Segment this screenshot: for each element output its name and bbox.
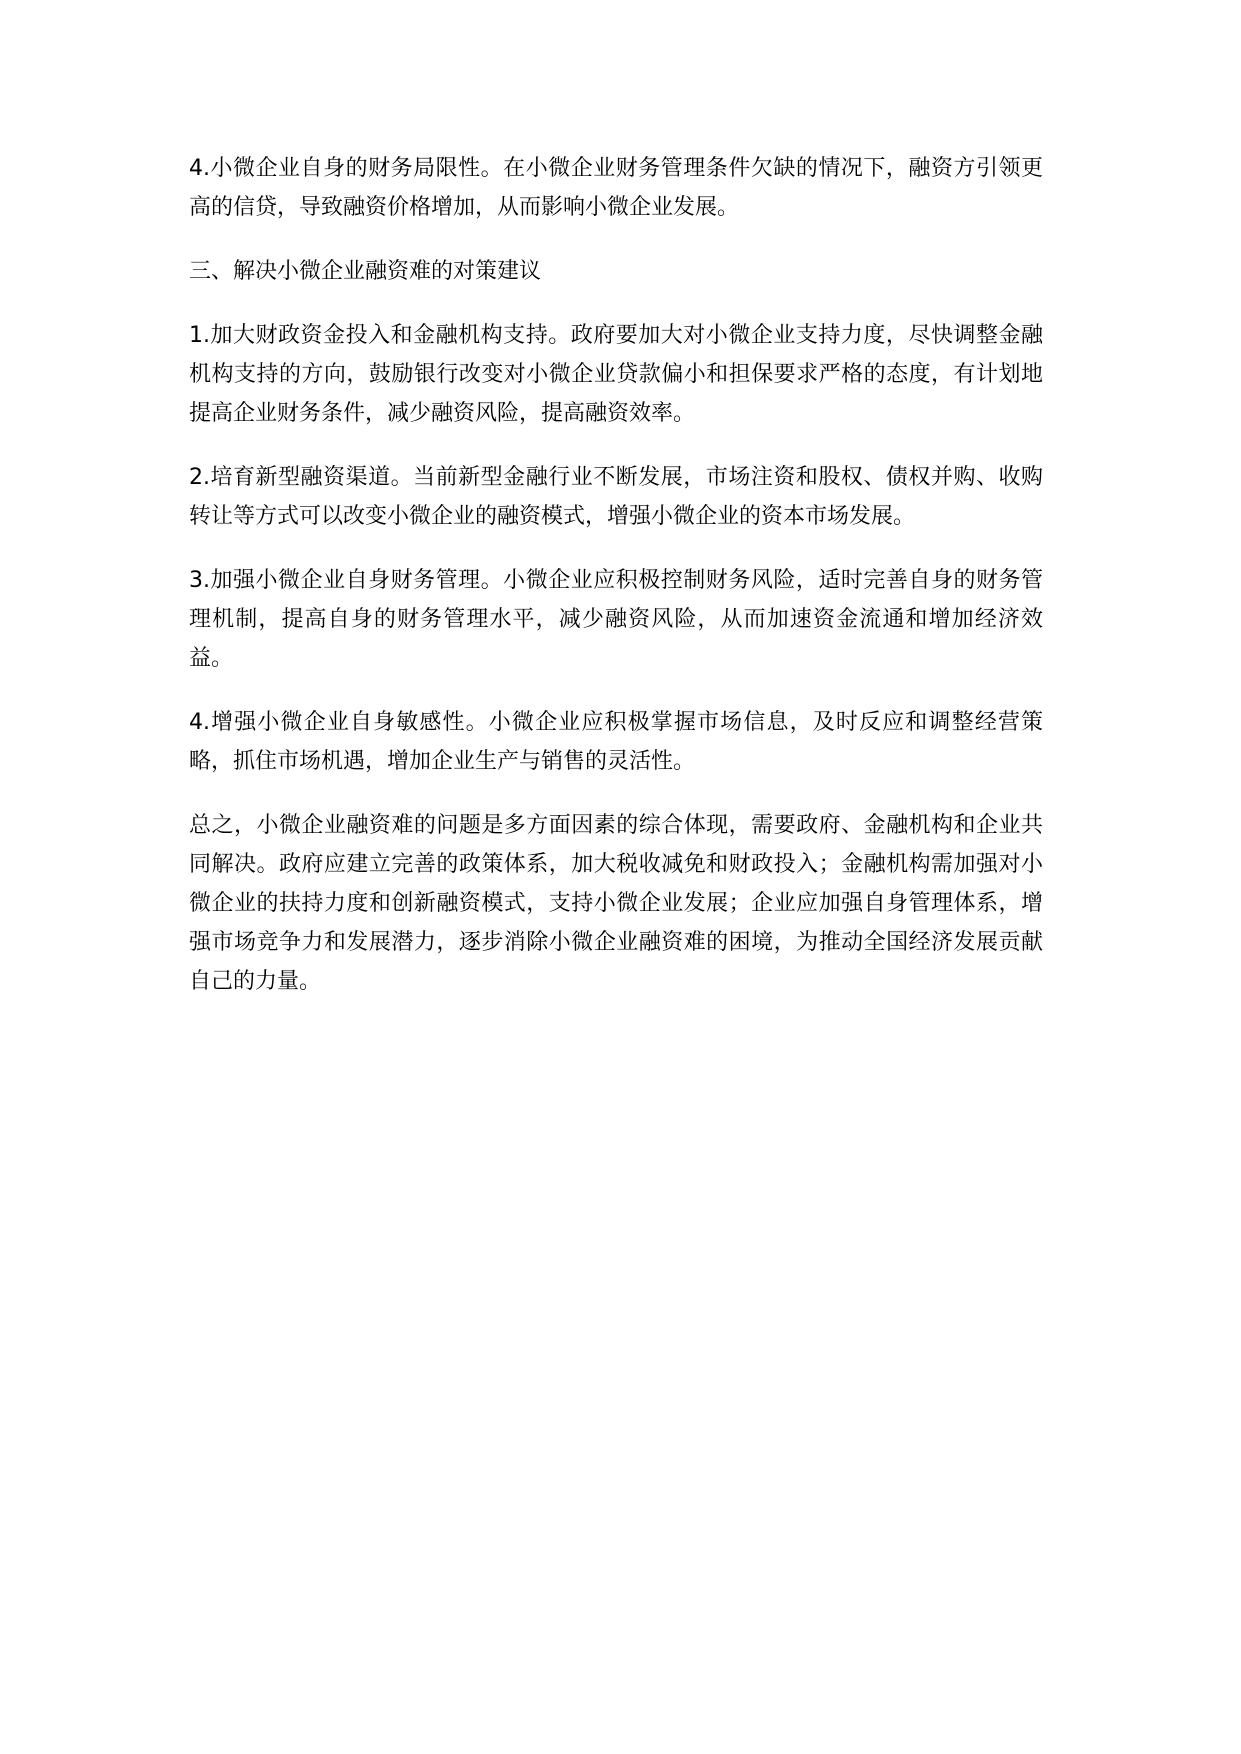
document-page xyxy=(189,149,1043,1026)
paragraph-new-channels: 2.培育新型融资渠道。当前新型金融行业不断发展，市场注资和股权、债权并购、收购转让等方式可以改变小微企业的融资模式，增强小微企业的资本市场发展。 xyxy=(189,465,1043,529)
paragraph-financial-management: 3.加强小微企业自身财务管理。小微企业应积极控制财务风险，适时完善自身的财务管理机制，提高自身的财务管理水平，减少融资风险，从而加速资金流通和增加经济效益。 xyxy=(189,568,1043,671)
paragraph-fiscal-support: 1.加大财政资金投入和金融机构支持。政府要加大对小微企业支持力度，尽快调整金融机构支持的方向，鼓励银行改变对小微企业贷款偏小和担保要求严格的态度，有计划地提高企业财务条件，减少融资风险，提高融资效率。 xyxy=(189,323,1043,426)
section-heading-countermeasures: 三、解决小微企业融资难的对策建议 xyxy=(189,259,542,284)
paragraph-financial-limitation: 4.小微企业自身的财务局限性。在小微企业财务管理条件欠缺的情况下，融资方引领更高的信贷，导致融资价格增加，从而影响小微企业发展。 xyxy=(189,156,1043,220)
paragraph-conclusion: 总之，小微企业融资难的问题是多方面因素的综合体现，需要政府、金融机构和企业共同解决。政府应建立完善的政策体系，加大税收减免和财政投入；金融机构需加强对小微企业的扶持力度和创新融资模式，支持小微企业发展；企业应加强自身管理体系，增强市场竞争力和发展潜力，逐步消除小微企业融资难的困境，为推动全国经济发展贡献自己的力量。 xyxy=(189,813,1043,994)
paragraph-market-sensitivity: 4.增强小微企业自身敏感性。小微企业应积极掌握市场信息，及时反应和调整经营策略，抓住市场机遇，增加企业生产与销售的灵活性。 xyxy=(189,710,1043,774)
